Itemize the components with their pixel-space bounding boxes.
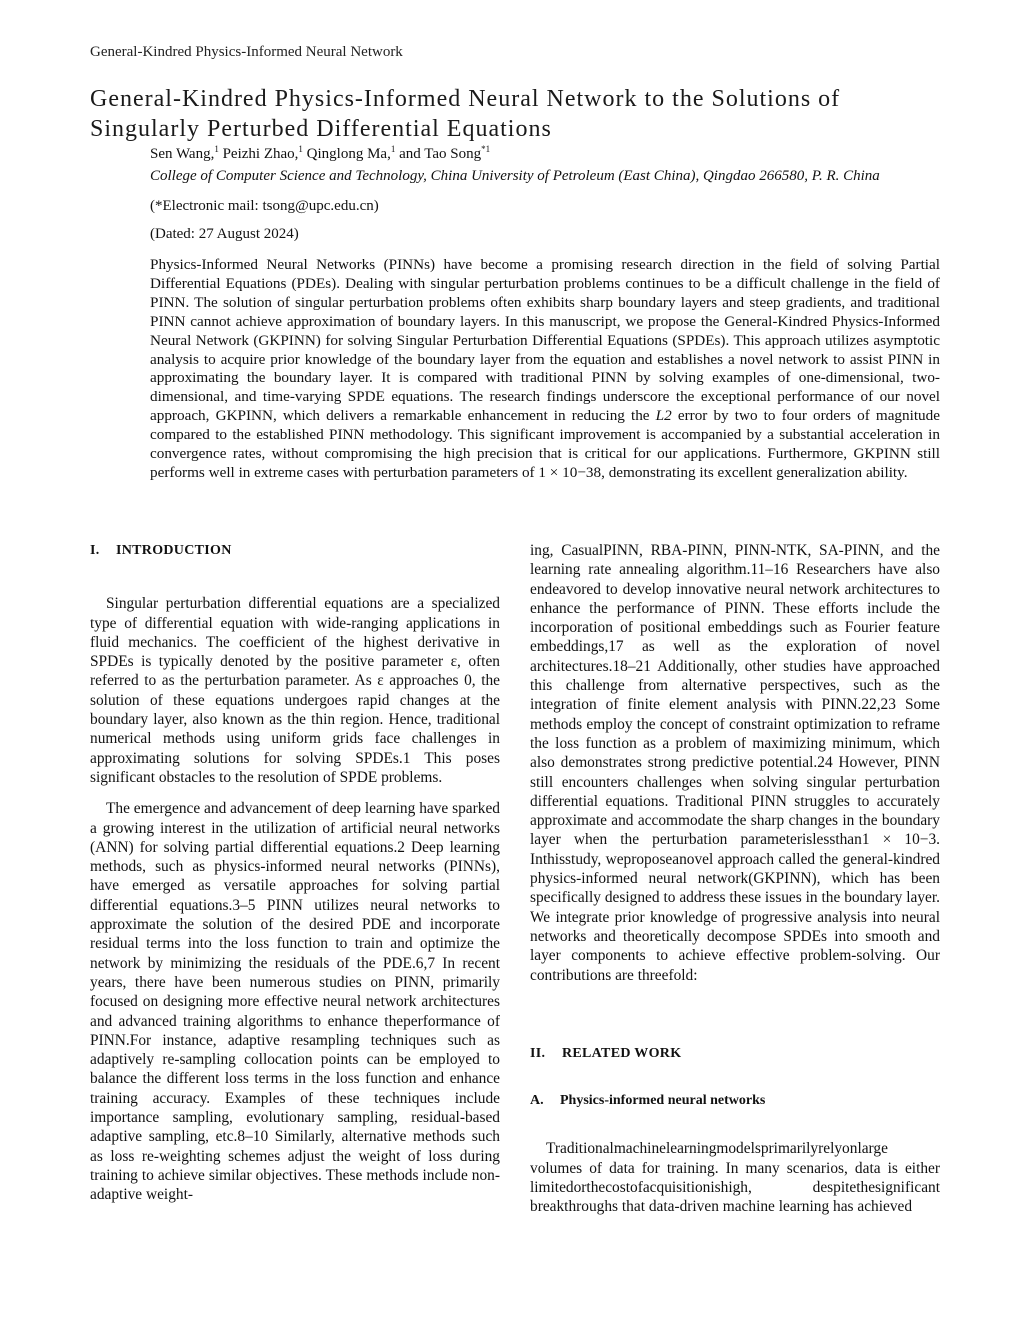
- abstract-tail: error by two to four orders of magnitude compared to the established PINN methodology. This significant improvement is accompanied by a substantial acceleration in convergence rates, without compromising the high precision that is critical for our applications. Furthermore, GKPINN still performs well in extreme cases with perturbation parameters of 1 × 10−38, demonstrating its excellent generalization ability.: [150, 407, 940, 481]
- author-name: Peizhi Zhao,: [222, 146, 299, 162]
- subsection-title: Physics-informed neural networks: [560, 1093, 766, 1109]
- left-column: [90, 541, 500, 1205]
- author-list: [150, 145, 940, 164]
- author-name: Qinglong Ma,: [306, 146, 391, 162]
- paragraph: ing, CasualPINN, RBA-PINN, PINN-NTK, SA-PINN, and the learning rate annealing algorithm.11–16 Researchers have also endeavored to develop innovative neural network architectures to enhance the performance of PINN. These efforts include the incorporation of positional embeddings such as Fourier feature embeddings,17 as well as the exploration of novel architectures.18–21 Additionally, other studies have approached this challenge from alternative perspectives, such as the integration of finite element analysis with PINN.22,23 Some methods employ the concept of constraint optimization to reframe the loss function as a problem of maximizing minimum, which also demonstrates strong predictive potential.24 However, PINN still encounters challenges when solving singular perturbation differential equations. Traditional PINN struggles to accurately approximate and accommodate the sharp changes in the boundary layer when the perturbation parameterislessthan1 × 10−3. Inthisstudy, weproposeanovel approach called the general-kindred physics-informed neural network(GKPINN), which has been specifically designed to address these issues in the boundary layer. We integrate prior knowledge of progressive analysis into neural networks and theoretically decompose SPDEs into smooth and layer components to achieve effective problem-solving. Our contributions are threefold:: [530, 542, 940, 984]
- paragraph: Singular perturbation differential equations are a specialized type of differential equation with wide-ranging applications in fluid mechanics. The coefficient of the highest derivative in SPDEs is typically denoted by the positive parameter ε, often referred to as the perturbation parameter. As ε approaches 0, the solution of these equations undergoes rapid changes at the boundary layer, also known as the thin region. Hence, traditional numerical methods using uniform grids face challenges in approximating solutions for solving SPDEs.1 This poses significant obstacles to the resolution of SPDE problems.: [90, 595, 500, 786]
- section-number: I.: [90, 543, 100, 558]
- author-name: Sen Wang,: [150, 146, 215, 162]
- paper-title: General-Kindred Physics-Informed Neural Network to the Solutions of Singularly Perturbed Differential Equations: [90, 86, 841, 142]
- right-column: [530, 541, 940, 1217]
- front-matter: [150, 145, 940, 483]
- section-title: INTRODUCTION: [116, 543, 232, 558]
- paragraph: Traditionalmachinelearningmodelsprimarilyrelyonlarge volumes of data for training. In many scenarios, data is either limitedorthecostofacquisitionishigh, despitethesignificant breakthroughs that data-driven machine learning has achieved: [530, 1140, 940, 1216]
- author-name: and Tao Song: [399, 146, 482, 162]
- affiliation-mark: 1: [390, 144, 396, 154]
- contact-email: (*Electronic mail: tsong@upc.edu.cn): [150, 198, 379, 214]
- abstract: [150, 256, 940, 483]
- section-heading-related-work: [530, 1044, 940, 1063]
- affiliation-mark: 1: [214, 144, 219, 154]
- section-title: RELATED WORK: [562, 1045, 682, 1061]
- paragraph: The emergence and advancement of deep learning have sparked a growing interest in the utilization of artificial neural networks (ANN) for solving partial differential equations.2 Deep learning methods, such as physics-informed neural networks (PINNs), have emerged as versatile approaches for solving partial differential equations.3–5 PINN utilizes neural networks to approximate the solution of the desired PDE and incorporate residual terms into the loss function to train and optimize the network by minimizing the residuals of the PDE.6,7 In recent years, there have been numerous studies on PINN, primarily focused on designing more effective neural network architectures and advanced training algorithms to enhance theperformance of PINN.For instance, adaptive resampling techniques such as adaptively re-sampling collocation points can be employed to balance the different loss terms in the loss function and enhance training accuracy. Examples of these techniques include importance sampling, evolutionary sampling, residual-based adaptive sampling, etc.8–10 Similarly, alternative methods such as loss re-weighting schemes adjust the weight of loss during training to achieve similar objectives. These methods include non-adaptive weight-: [90, 800, 500, 1204]
- affiliation: College of Computer Science and Technology, China University of Petroleum (East China), Qingdao 266580, P. R. China: [150, 168, 880, 184]
- affiliation-mark: 1: [298, 144, 303, 154]
- section-heading-introduction: [90, 541, 500, 560]
- subsection-number: A.: [530, 1093, 544, 1109]
- subsection-heading-pinn: [530, 1091, 940, 1110]
- affiliation-mark: *1: [481, 144, 491, 154]
- l2-symbol: L2: [655, 407, 672, 425]
- date-line: (Dated: 27 August 2024): [150, 226, 299, 242]
- abstract-main: Physics-Informed Neural Networks (PINNs) have become a promising research direction in the field of solving Partial Differential Equations (PDEs). Dealing with singular perturbation problems continues to be a difficult challenge in the field of PINN. The solution of singular perturbation problems often exhibits sharp boundary layers and steep gradients, and traditional PINN cannot achieve approximation of boundary layers. In this manuscript, we propose the General-Kindred Physics-Informed Neural Network (GKPINN) for solving Singular Perturbation Differential Equations (SPDEs). This approach utilizes asymptotic analysis to acquire prior knowledge of the boundary layer from the equation and establishes a novel network to assist PINN in approximating the boundary layer. It is compared with traditional PINN by solving examples of one-dimensional, two-dimensional, and time-varying SPDE equations. The research findings underscore the exceptional performance of our novel approach, GKPINN, which delivers a remarkable enhancement in reducing the: [150, 256, 940, 425]
- running-head: General-Kindred Physics-Informed Neural Network: [90, 44, 403, 60]
- section-number: II.: [530, 1045, 546, 1061]
